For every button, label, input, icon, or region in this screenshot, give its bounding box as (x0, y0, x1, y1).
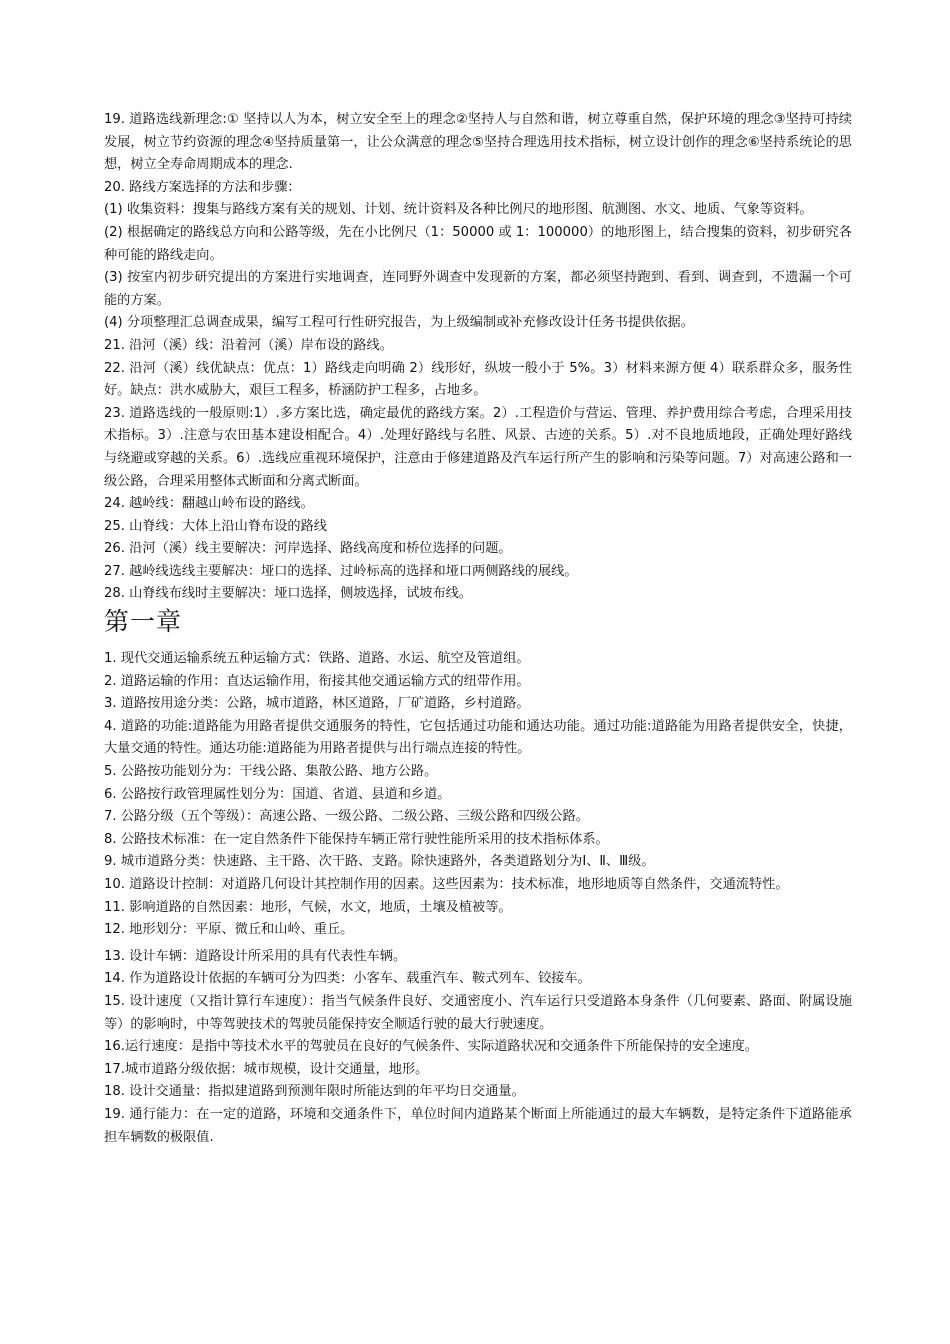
chapter-item-17: 17.城市道路分级依据：城市规模，设计交通量，地形。 (104, 1061, 429, 1077)
paragraph-item-26: 26. 沿河（溪）线主要解决：河岸选择、路线高度和桥位选择的问题。 (104, 541, 512, 557)
chapter-item-12: 12. 地形划分：平原、微丘和山岭、重丘。 (104, 922, 354, 938)
chapter-heading: 第一章 (104, 607, 183, 637)
paragraph-step-1: (1) 收集资料：搜集与路线方案有关的规划、计划、统计资料及各种比例尺的地形图、航测图、水文、地质、气象等资料。 (104, 202, 813, 218)
paragraph-item-24: 24. 越岭线：翻越山岭布设的路线。 (104, 496, 314, 512)
paragraph-item-19: 19. 道路选线新理念:① 坚持以人为本，树立安全至上的理念②坚持人与自然和谐，树立尊重自然，保护环境的理念③坚持可持续发展，树立节约资源的理念④坚持质量第一，让公众满意的理念⑤坚持合理选用技术指标，树立设计创作的理念⑥坚持系统论的思想，树立全寿命周期成本的理念. (104, 112, 852, 173)
chapter-item-18: 18. 设计交通量：指拟建道路到预测年限时所能达到的年平均日交通量。 (104, 1084, 525, 1100)
paragraph-step-2: (2) 根据确定的路线总方向和公路等级，先在小比例尺（1：50000 或 1：100000）的地形图上，结合搜集的资料，初步研究各种可能的路线走向。 (104, 224, 852, 263)
chapter-item-10: 10. 道路设计控制：对道路几何设计其控制作用的因素。这些因素为：技术标准，地形地质等自然条件，交通流特性。 (104, 877, 789, 892)
chapter-item-6: 6. 公路按行政管理属性划分为：国道、省道、县道和乡道。 (104, 786, 451, 802)
chapter-item-2: 2. 道路运输的作用：直达运输作用，衔接其他交通运输方式的纽带作用。 (104, 673, 530, 689)
chapter-item-11: 11. 影响道路的自然因素：地形，气候，水文，地质，土壤及植被等。 (104, 899, 512, 915)
paragraph-step-3: (3) 按室内初步研究提出的方案进行实地调查，连同野外调查中发现新的方案，都必须坚持跑到、看到、调查到，不遗漏一个可能的方案。 (104, 270, 852, 308)
paragraph-item-20: 20. 路线方案选择的方法和步骤： (104, 179, 301, 195)
chapter-item-1: 1. 现代交通运输系统五种运输方式：铁路、道路、水运、航空及管道组。 (104, 651, 530, 667)
paragraph-item-21: 21. 沿河（溪）线：沿着河（溪）岸布设的路线。 (104, 337, 393, 353)
paragraph-item-27: 27. 越岭线选线主要解决：垭口的选择、过岭标高的选择和垭口两侧路线的展线。 (104, 563, 578, 579)
paragraph-step-4: (4) 分项整理汇总调查成果，编写工程可行性研究报告，为上级编制或补充修改设计任务书提供依据。 (104, 315, 694, 331)
chapter-one-section (104, 648, 852, 1149)
chapter-item-8: 8. 公路技术标准：在一定自然条件下能保持车辆正常行驶性能所采用的技术指标体系。 (104, 831, 609, 847)
document-page (104, 109, 852, 1149)
chapter-item-16: 16.运行速度：是指中等技术水平的驾驶员在良好的气候条件、实际道路状况和交通条件下所能保持的安全速度。 (104, 1039, 758, 1055)
chapter-item-19: 19. 通行能力：在一定的道路，环境和交通条件下，单位时间内道路某个断面上所能通过的最大车辆数，是特定条件下道路能承担车辆数的极限值. (104, 1106, 852, 1145)
paragraph-item-22: 22. 沿河（溪）线优缺点：优点：1）路线走向明确 2）线形好，纵坡一般小于 5%。3）材料来源方便 4）联系群众多，服务性好。缺点：洪水威胁大，艰巨工程多，桥涵防护工程多，占地多。 (104, 360, 852, 399)
chapter-item-3: 3. 道路按用途分类：公路，城市道路，林区道路，厂矿道路，乡村道路。 (104, 696, 530, 712)
chapter-item-7: 7. 公路分级（五个等级）：高速公路、一级公路、二级公路、三级公路和四级公路。 (104, 809, 589, 825)
paragraph-item-28: 28. 山脊线布线时主要解决：垭口选择，侧坡选择，试坡布线。 (104, 586, 473, 602)
paragraph-item-25: 25. 山脊线：大体上沿山脊布设的路线 (104, 518, 327, 534)
chapter-item-4: 4. 道路的功能:道路能为用路者提供交通服务的特性，它包括通过功能和通达功能。通过功能:道路能为用路者提供安全，快捷，大量交通的特性。通达功能:道路能为用路者提供与出行端点连接的特性。 (104, 718, 852, 757)
chapter-item-15: 15. 设计速度（又指计算行车速度）：指当气候条件良好、交通密度小、汽车运行只受道路本身条件（几何要素、路面、附属设施等）的影响时，中等驾驶技术的驾驶员能保持安全顺适行驶的最大行驶速度。 (104, 993, 852, 1032)
chapter-item-14: 14. 作为道路设计依据的车辆可分为四类：小客车、载重汽车、鞍式列车、铰接车。 (104, 971, 591, 987)
chapter-item-9: 9. 城市道路分类：快速路、主干路、次干路、支路。除快速路外，各类道路划分为Ⅰ、Ⅱ、Ⅲ级。 (104, 854, 655, 870)
paragraph-item-23: 23. 道路选线的一般原则:1）.多方案比选，确定最优的路线方案。2）.工程造价与营运、管理、养护费用综合考虑，合理采用技术指标。3）.注意与农田基本建设相配合。4）.处理好路线与名胜、风景、古迹的关系。5）.对不良地质地段，正确处理好路线与绕避或穿越的关系。6）.选线应重视环境保护，注意由于修建道路及汽车运行所产生的影响和污染等问题。7）对高速公路和一级公路，合理采用整体式断面和分离式断面。 (104, 405, 852, 489)
chapter-item-13: 13. 设计车辆：道路设计所采用的具有代表性车辆。 (104, 948, 407, 964)
chapter-item-5: 5. 公路按功能划分为：干线公路、集散公路、地方公路。 (104, 764, 438, 780)
route-selection-section (104, 109, 852, 606)
